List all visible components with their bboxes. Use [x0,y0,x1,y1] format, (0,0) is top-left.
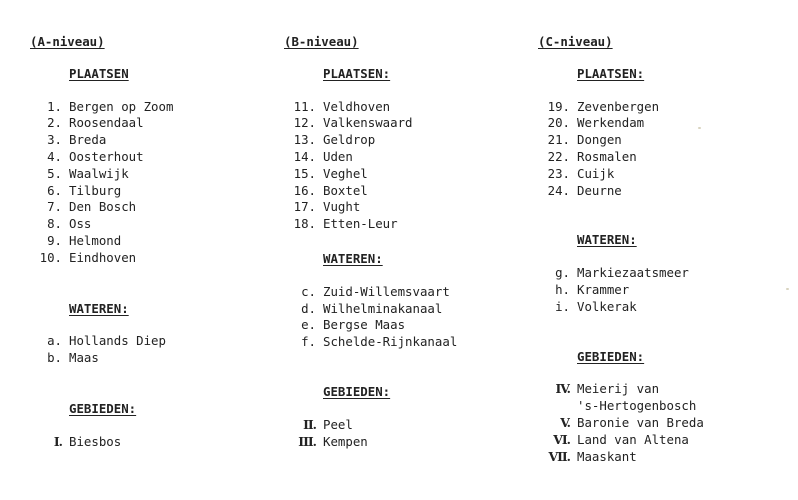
list-item [30,99,280,116]
item-label: Breda [69,132,107,148]
item-number: f. [301,334,316,350]
scan-speck [786,288,789,290]
item-number: i. [555,298,570,314]
list-item [284,284,534,301]
item-number: 10. [39,249,62,265]
item-number: 5. [47,165,62,181]
list-item [538,132,788,149]
plaatsen-section [30,66,280,267]
item-number: VI. [553,431,570,447]
list-item [538,265,788,282]
item-number: 15. [293,165,316,181]
wateren-list [284,284,534,351]
item-label: Eindhoven [69,249,137,265]
item-number: VII. [548,448,570,464]
list-item [284,115,534,132]
plaatsen-list [284,99,534,233]
list-item [538,282,788,299]
item-number: 11. [293,98,316,114]
list-item [30,216,280,233]
wateren-section [30,301,280,367]
item-number: 8. [47,216,62,232]
list-item [538,99,788,116]
item-number: 1. [47,98,62,114]
item-label: Valkenswaard [323,115,413,131]
item-number: 9. [47,232,62,248]
item-number: II. [303,416,316,432]
list-item [538,183,788,200]
section-title-gebieden: GEBIEDEN: [577,348,645,364]
item-label: Geldrop [323,132,376,148]
item-label: Meierij van 's-Hertogenbosch [577,381,697,414]
item-label: Zuid-Willemsvaart [323,283,450,299]
item-label: Oss [69,216,92,232]
item-number: d. [301,300,316,316]
item-label: Baronie van Breda [577,414,704,430]
item-label: Uden [323,148,353,164]
item-number: h. [555,281,570,297]
column-a-niveau [30,34,280,451]
list-item [30,132,280,149]
item-label: Zevenbergen [577,98,660,114]
item-label: Boxtel [323,182,368,198]
item-number: 7. [47,199,62,215]
column-c-niveau [538,34,788,465]
item-number: III. [298,433,316,449]
item-label: Veghel [323,165,368,181]
list-item [284,216,534,233]
list-item [538,449,788,466]
wateren-list [538,265,788,315]
item-label: Deurne [577,182,622,198]
item-number: b. [47,350,62,366]
section-title-plaatsen: PLAATSEN: [323,65,391,81]
list-item [284,334,534,351]
item-label: Waalwijk [69,165,129,181]
item-label: Den Bosch [69,199,137,215]
list-item [30,350,280,367]
item-label: Etten-Leur [323,216,398,232]
section-title-wateren: WATEREN: [577,232,637,248]
gebieden-list [284,417,534,451]
list-item [30,199,280,216]
list-item [284,132,534,149]
item-number: 20. [547,115,570,131]
item-label: Land van Altena [577,431,689,447]
list-item [30,183,280,200]
item-number: 16. [293,182,316,198]
item-label: Volkerak [577,298,637,314]
plaatsen-list [30,99,280,267]
list-item [538,299,788,316]
list-item [284,99,534,116]
item-label: Peel [323,416,353,432]
plaatsen-section [538,66,788,200]
section-title-wateren: WATEREN: [323,250,383,266]
item-number: 6. [47,182,62,198]
list-item [284,166,534,183]
item-label: Markiezaatsmeer [577,265,689,281]
item-number: 21. [547,132,570,148]
item-number: 14. [293,148,316,164]
item-label: Bergse Maas [323,317,406,333]
item-label: Schelde-Rijnkanaal [323,334,458,350]
list-item [30,166,280,183]
gebieden-section [30,401,280,451]
item-label: Cuijk [577,165,615,181]
section-title-wateren: WATEREN: [69,300,129,316]
item-label: Krammer [577,281,630,297]
item-label: Rosmalen [577,148,637,164]
scan-speck [698,127,701,129]
list-item [284,417,534,434]
item-label: Hollands Diep [69,333,166,349]
item-label: Wilhelminakanaal [323,300,443,316]
list-item [538,432,788,449]
item-number: V. [560,414,570,430]
item-number: 3. [47,132,62,148]
item-number: 19. [547,98,570,114]
item-label: Oosterhout [69,148,144,164]
item-number: g. [555,265,570,281]
list-item [30,250,280,267]
section-title-plaatsen: PLAATSEN: [577,65,645,81]
item-label: Veldhoven [323,98,391,114]
item-number: 13. [293,132,316,148]
item-number: 22. [547,148,570,164]
section-title-gebieden: GEBIEDEN: [323,383,391,399]
item-number: IV. [555,381,570,397]
list-item [30,233,280,250]
item-number: 24. [547,182,570,198]
list-item [538,166,788,183]
column-heading: (B-niveau) [284,34,359,49]
list-item [538,115,788,132]
item-number: 2. [47,115,62,131]
item-number: c. [301,283,316,299]
list-item [538,415,788,432]
list-item [30,149,280,166]
gebieden-list [538,381,788,465]
section-title-gebieden: GEBIEDEN: [69,400,137,416]
item-number: a. [47,333,62,349]
item-number: I. [53,433,62,449]
gebieden-section [284,384,534,450]
column-heading: (A-niveau) [30,34,105,49]
item-number: 4. [47,148,62,164]
gebieden-section [538,349,788,466]
wateren-section [284,251,534,351]
item-label: Kempen [323,433,368,449]
list-item [284,317,534,334]
list-item [30,333,280,350]
item-number: 18. [293,216,316,232]
item-label: Roosendaal [69,115,144,131]
item-number: 12. [293,115,316,131]
item-number: 23. [547,165,570,181]
item-number: 17. [293,199,316,215]
wateren-section [538,232,788,315]
item-label: Dongen [577,132,622,148]
item-label: Helmond [69,232,122,248]
item-label: Maas [69,350,99,366]
list-item [284,434,534,451]
list-item [30,434,280,451]
item-label: Tilburg [69,182,122,198]
wateren-list [30,333,280,367]
section-title-plaatsen: PLAATSEN [69,65,129,81]
list-item [538,149,788,166]
list-item [284,149,534,166]
column-heading: (C-niveau) [538,34,613,49]
item-label: Biesbos [69,433,122,449]
item-label: Vught [323,199,361,215]
gebieden-list [30,434,280,451]
list-item [284,199,534,216]
plaatsen-list [538,99,788,200]
item-label: Bergen op Zoom [69,98,174,114]
list-item [284,183,534,200]
list-item [284,301,534,318]
column-b-niveau [284,34,534,450]
item-number: e. [301,317,316,333]
list-item [538,381,788,415]
list-item [30,115,280,132]
plaatsen-section [284,66,534,233]
item-label: Werkendam [577,115,645,131]
item-label: Maaskant [577,448,637,464]
